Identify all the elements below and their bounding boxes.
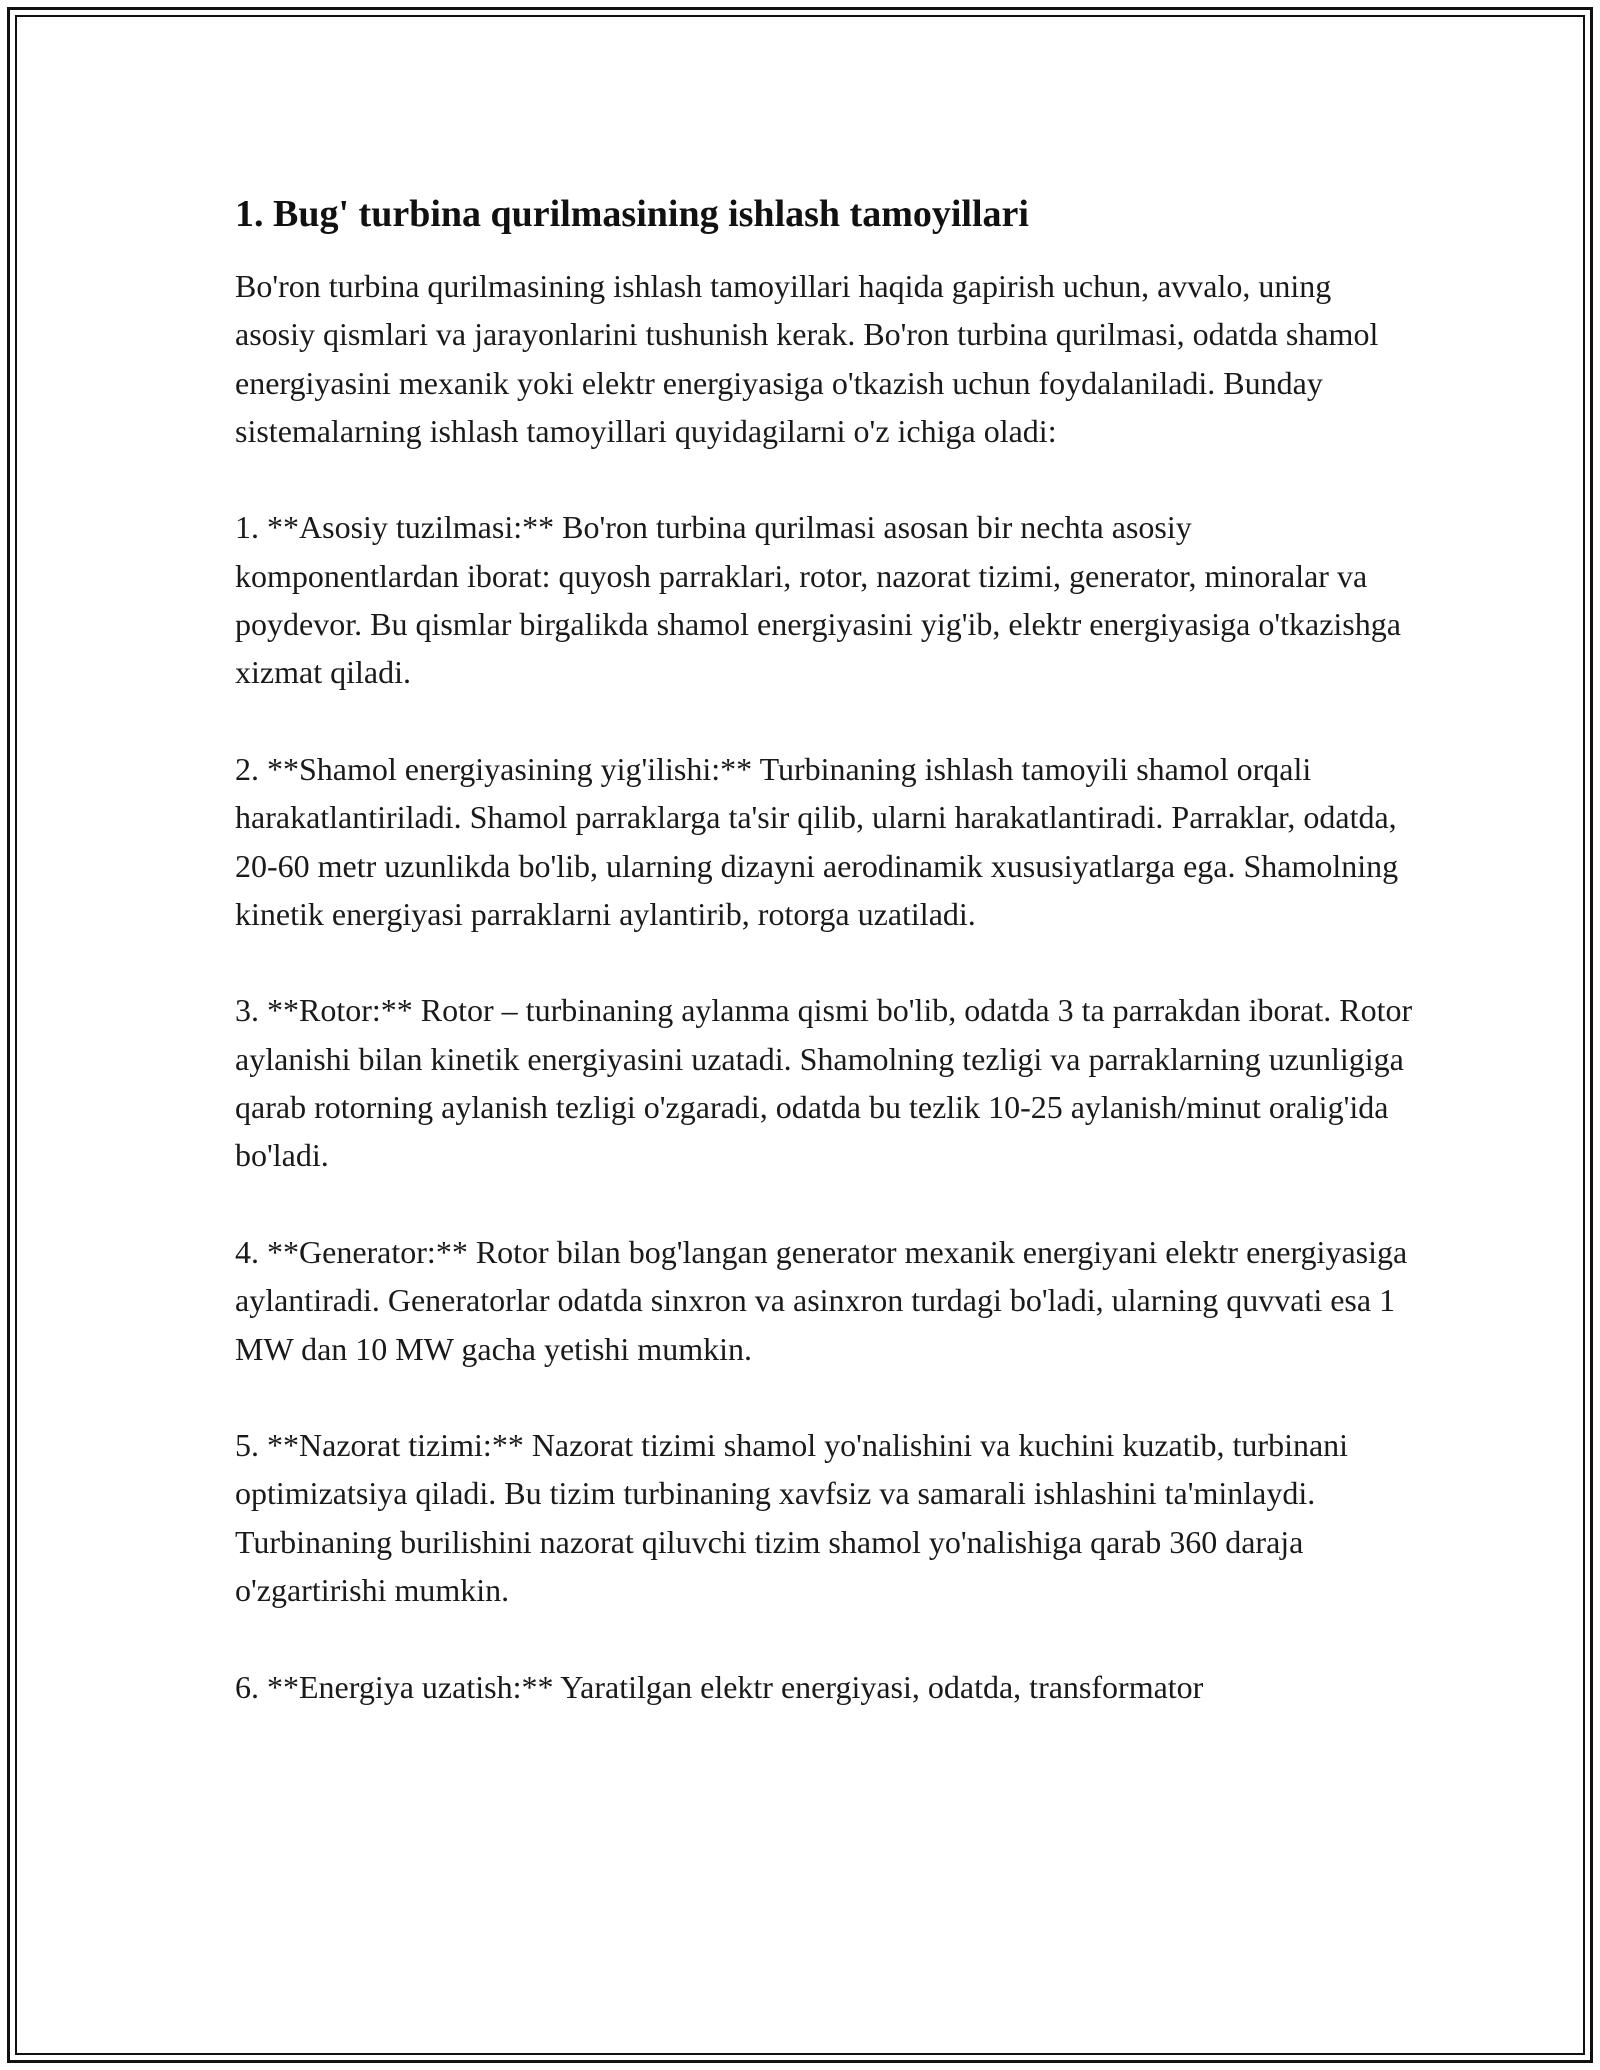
- paragraph-rotor: 3. **Rotor:** Rotor – turbinaning aylanma qismi bo'lib, odatda 3 ta parrakdan iborat. Rotor aylanishi bilan kinetik energiyasini uzatadi. Shamolning tezligi va parraklarning uzunligiga qarab rotorning aylanish tezligi o'zgaradi, odatda bu tezlik 10-25 aylanish/minut oralig'ida bo'ladi.: [235, 992, 1413, 1174]
- paragraph-wind-collection: 2. **Shamol energiyasining yig'ilishi:** Turbinaning ishlash tamoyili shamol orqali harakatlantiriladi. Shamol parraklarga ta'sir qilib, ularni harakatlantiradi. Parraklar, odatda, 20-60 metr uzunlikda bo'lib, ularning dizayni aerodinamik xususiyatlarga ega. Shamolning kinetik energiyasi parraklarni aylantirib, rotorga uzatiladi.: [235, 750, 1399, 932]
- paragraph-control-system: 5. **Nazorat tizimi:** Nazorat tizimi shamol yo'nalishini va kuchini kuzatib, turbinani optimizatsiya qiladi. Bu tizim turbinaning xavfsiz va samarali ishlashini ta'minlaydi. Turbinaning burilishini nazorat qiluvchi tizim shamol yo'nalishiga qarab 360 daraja o'zgartirishi mumkin.: [235, 1427, 1349, 1609]
- paragraph-generator: 4. **Generator:** Rotor bilan bog'langan generator mexanik energiyani elektr energiyasiga aylantiradi. Generatorlar odatda sinxron va asinxron turdagi bo'ladi, ularning quvvati esa 1 MW dan 10 MW gacha yetishi mumkin.: [235, 1233, 1408, 1367]
- document-title: 1. Bug' turbina qurilmasining ishlash tamoyillari: [235, 193, 1029, 235]
- paragraph-energy-transmission: 6. **Energiya uzatish:** Yaratilgan elektr energiyasi, odatda, transformator: [235, 1668, 1204, 1705]
- paragraph-intro: Bo'ron turbina qurilmasining ishlash tamoyillari haqida gapirish uchun, avvalo, uning asosiy qismlari va jarayonlarini tushunish kerak. Bo'ron turbina qurilmasi, odatda shamol energiyasini mexanik yoki elektr energiyasiga o'tkazish uchun foydalaniladi. Bunday sistemalarning ishlash tamoyillari quyidagilarni o'z ichiga oladi:: [235, 268, 1379, 449]
- document-body: [235, 188, 1415, 1711]
- paragraph-structure: 1. **Asosiy tuzilmasi:** Bo'ron turbina qurilmasi asosan bir nechta asosiy komponentlardan iborat: quyosh parraklari, rotor, nazorat tizimi, generator, minoralar va poydevor. Bu qismlar birgalikda shamol energiyasini yig'ib, elektr energiyasiga o'tkazishga xizmat qiladi.: [235, 509, 1401, 691]
